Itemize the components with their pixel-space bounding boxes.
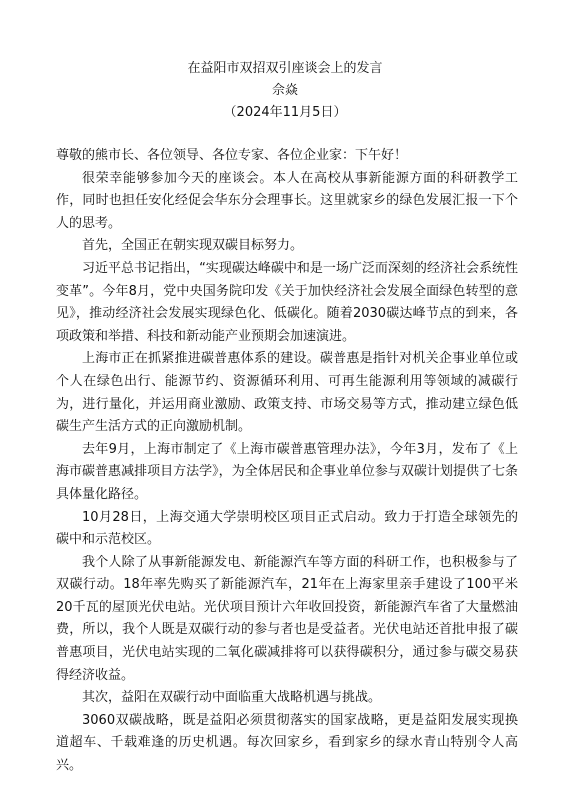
section-heading-paragraph: 其次，益阳在双碳行动中面临重大战略机遇与挑战。 — [82, 690, 382, 706]
body-paragraph: 10月28日，上海交通大学崇明校区项目正式启动。致力于打造全球领先的碳中和示范校区。 — [56, 509, 518, 548]
body-paragraph: 3060双碳战略，既是益阳必须贯彻落实的国家战略，更是益阳发展实现换道超车、千载难逢的历史机遇。每次回家乡，看到家乡的绿水青山特别令人高兴。 — [56, 712, 518, 774]
body-paragraph: 去年9月，上海市制定了《上海市碳普惠管理办法》，今年3月，发布了《上海市碳普惠减排项目方法学》，为全体居民和企事业单位参与双碳计划提供了七条具体量化路径。 — [56, 441, 518, 502]
document-author: 佘焱 — [271, 83, 298, 98]
body-paragraph: 习近平总书记指出，“实现碳达峰碳中和是一场广泛而深刻的经济社会系统性变革”。今年8月，党中央国务院印发《关于加快经济社会发展全面绿色转型的意见》，推动经济社会发展实现绿色化、低碳化。随着2030碳达峰节点的到来，各项政策和举措、科技和新动能产业预期会加速演进。 — [56, 260, 518, 344]
document-body — [56, 145, 518, 778]
document-date: （2024年11月5日） — [223, 105, 347, 120]
body-paragraph: 我个人除了从事新能源发电、新能源汽车等方面的科研工作，也积极参与了双碳行动。18年率先购买了新能源汽车，21年在上海家里亲手建设了100平米20千瓦的屋顶光伏电站。光伏项目预计六年收回投资，新能源汽车省了大量燃油费，所以，我个人既是双碳行动的参与者也是受益者。光伏电站还首批申报了碳普惠项目，光伏电站实现的二氧化碳减排将可以获得碳积分，通过参与碳交易获得经济收益。 — [56, 554, 518, 683]
document-title: 在益阳市双招双引座谈会上的发言 — [187, 61, 383, 76]
section-heading-paragraph: 首先，全国正在朝实现双碳目标努力。 — [82, 238, 304, 254]
body-paragraph: 很荣幸能够参加今天的座谈会。本人在高校从事新能源方面的科研教学工作，同时也担任安化经促会华东分会理事长。这里就家乡的绿色发展汇报一下个人的思考。 — [56, 170, 518, 231]
body-paragraph: 上海市正在抓紧推进碳普惠体系的建设。碳普惠是指针对机关企事业单位或个人在绿色出行、能源节约、资源循环利用、可再生能源利用等领域的减碳行为，进行量化，并运用商业激励、政策支持、市场交易等方式，推动建立绿色低碳生产生活方式的正向激励机制。 — [56, 351, 518, 435]
salutation-paragraph: 尊敬的熊市长、各位领导、各位专家、各位企业家：下午好！ — [56, 148, 408, 163]
document-header — [0, 58, 570, 124]
